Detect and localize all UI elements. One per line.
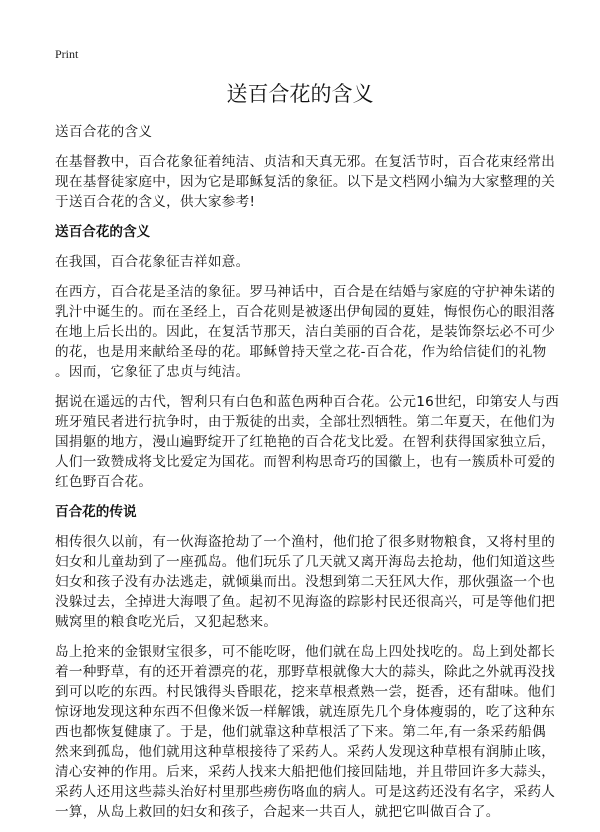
text-line: 清心安神的作用。后来，采药人找来大船把他们接回陆地，并且带回许多大蒜头， [55,764,556,780]
section-meaning [55,252,560,492]
paragraph [55,392,560,492]
text-line: 妇女和孩子没有办法逃走，就倾巢而出。没想到第二天狂风大作，那伙强盗一个也 [55,574,556,590]
document-body [55,80,560,832]
text-line: 采药人还用这些蒜头治好村里那些痨伤咯血的病人。可是这药还没有名字，采药人 [55,784,556,800]
text-line: 班牙殖民者进行抗争时，由于叛徒的出卖，全部壮烈牺牲。第二年夏天，在他们为 [55,414,556,430]
intro-paragraph [55,152,556,212]
text-line: 岛上抢来的金银财宝很多，可不能吃呀，他们就在岛上四处找吃的。岛上到处都长 [55,644,556,660]
page-title: 送百合花的含义 [226,82,374,106]
text-line: 西也都恢复健康了。于是，他们就靠这种草根活了下来。第二年,有一条采药船偶 [55,724,546,740]
paragraph [55,252,545,272]
section-legend [55,532,556,822]
section-heading-legend: 百合花的传说 [55,504,137,520]
subtitle-text: 送百合花的含义 [55,124,153,140]
text-line: 人们一致赞成将戈比爱定为国花。而智利构思奇巧的国徽上，也有一簇质朴可爱的 [55,454,556,470]
text-line: 妇女和儿童劫到了一座孤岛。他们玩乐了几天就又离开海岛去抢劫，他们知道这些 [55,554,556,570]
text-line: 在基督教中，百合花象征着纯洁、贞洁和天真无邪。在复活节时，百合花束经常出 [55,154,556,170]
text-line: 一算，从岛上救回的妇女和孩子，合起来一共百人，就把它叫做百合了。 [55,804,500,820]
text-line: 国捐躯的地方，漫山遍野绽开了红艳艳的百合花戈比爱。在智利获得国家独立后， [55,434,556,450]
text-line: 然来到孤岛，他们就用这种草根接待了采药人。采药人发现这种草根有润肺止咳， [55,744,556,760]
text-line: 贼窝里的粮食吃光后，又犯起愁来。 [55,614,278,630]
print-link[interactable]: Print [55,47,79,61]
text-line: 相传很久以前，有一伙海盗抢劫了一个渔村，他们抢了很多财物粮食，又将村里的 [55,534,556,550]
text-line: 红色野百合花。 [55,474,153,490]
text-line: 于送百合花的含义，供大家参考! [55,194,256,210]
paragraph [55,282,556,382]
text-line: 在地上后长出的。因此，在复活节那天，洁白美丽的百合花，是装饰祭坛必不可少 [55,324,556,340]
text-line: 。因而，它象征了忠贞与纯洁。 [55,364,250,380]
paragraph [55,642,556,822]
text-line: 现在基督徒家庭中，因为它是耶稣复活的象征。以下是文档网小编为大家整理的关 [55,174,556,190]
subtitle [55,122,545,142]
text-line: 到可以吃的东西。村民饿得头昏眼花，挖来草根煮熟一尝，挺香，还有甜味。他们 [55,684,556,700]
text-line: 没躲过去，全掉进大海喂了鱼。起初不见海盗的踪影村民还很高兴，可是等他们把 [55,594,556,610]
text-line: 乳汁中诞生的。而在圣经上，百合花则是被逐出伊甸园的夏娃，悔恨伤心的眼泪落 [55,304,556,320]
section-heading-meaning: 送百合花的含义 [55,224,151,240]
text-line: 据说在遥远的古代，智利只有白色和蓝色两种百合花。公元16世纪，印第安人与西 [55,394,560,410]
text-line: 在我国，百合花象征吉祥如意。 [55,254,250,270]
text-line: 着一种野草，有的还开着漂亮的花，那野草根就像大大的蒜头，除此之外就再没找 [55,664,556,680]
text-line: 惊讶地发现这种东西不但像米饭一样解饿，就连原先几个身体瘦弱的，吃了这种东 [55,704,556,720]
paragraph [55,532,556,632]
text-line: 在西方，百合花是圣洁的象征。罗马神话中，百合是在结婚与家庭的守护神朱诺的 [55,284,556,300]
text-line: 的花，也是用来献给圣母的花。耶稣曾持天堂之花-百合花，作为给信徒们的礼物 [55,344,547,360]
